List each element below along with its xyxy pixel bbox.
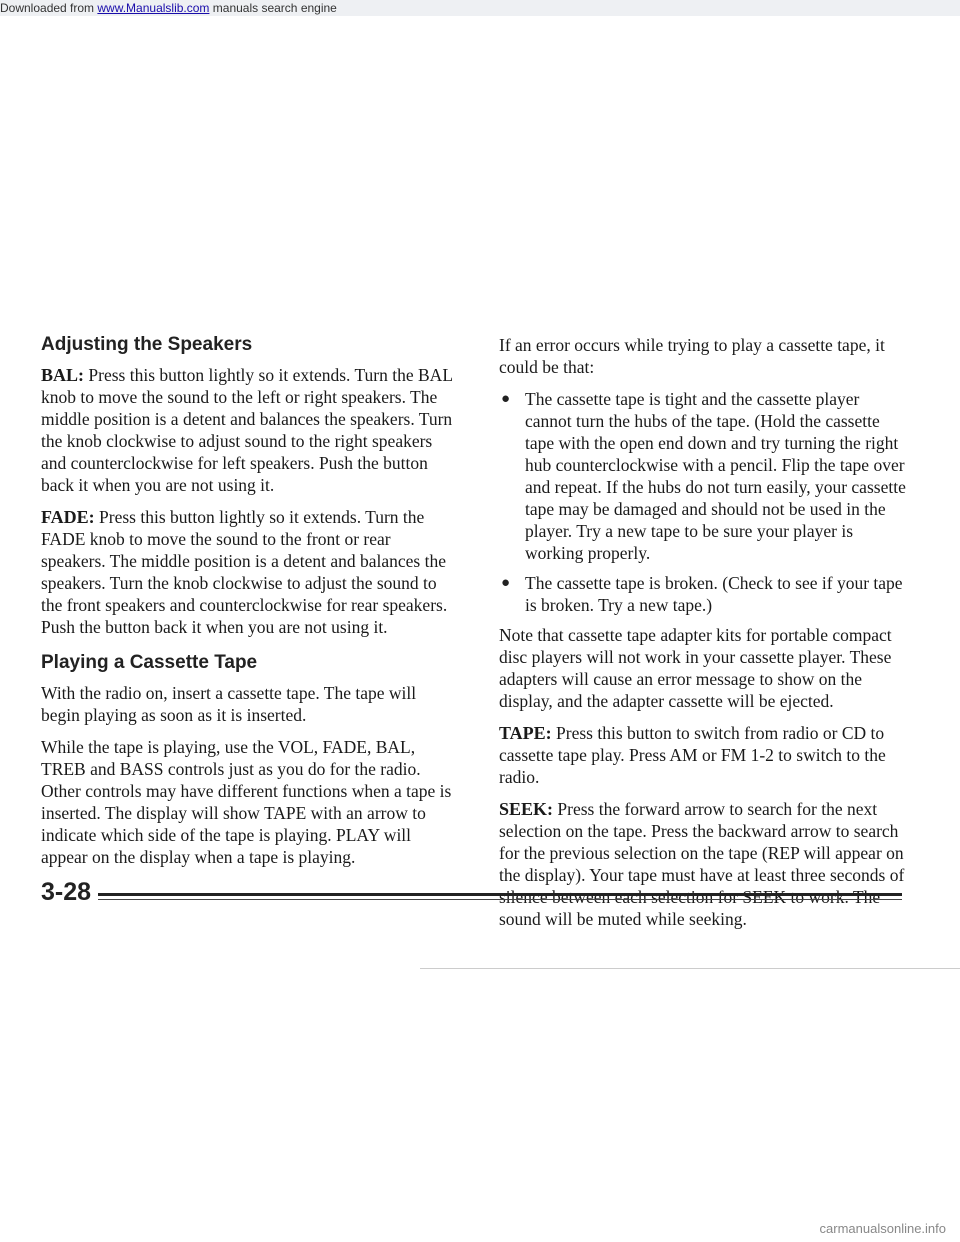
list-item: [499, 388, 909, 564]
bal-paragraph: [41, 364, 453, 496]
tape-term: TAPE:: [499, 723, 552, 743]
insert-paragraph: With the radio on, insert a cassette tape. The tape will begin playing as soon as it is inserted.: [41, 683, 417, 725]
fade-term: FADE:: [41, 507, 95, 527]
tape-text: Press this button to switch from radio or CD to cassette tape play. Press AM or FM 1-2 to switch to the radio.: [499, 723, 886, 787]
heading-adjusting-speakers: Adjusting the Speakers: [41, 334, 253, 355]
fade-paragraph: [41, 506, 453, 638]
seek-text: Press the forward arrow to search for the next selection on the tape. Press the backward arrow to search for the previous selection on the tape (REP will appear on the display). Your tape must have at least three seconds of silence between each selection for SEEK to work. The sound will be muted while seeking.: [499, 799, 905, 929]
banner-suffix: manuals search engine: [209, 1, 337, 15]
list-item-text: The cassette tape is tight and the cassette player cannot turn the hubs of the tape. (Hold the cassette tape with the open end down and try turning the right hub counterclockwise with a pencil. Flip the tape over and repeat. If the hubs do not turn easily, your cassette tape may be damaged and should not be used in the player. Try a new tape to be sure your player is working properly.: [525, 389, 906, 563]
list-item-text: The cassette tape is broken. (Check to see if your tape is broken. Try a new tape.): [525, 573, 903, 615]
heading-playing-cassette: Playing a Cassette Tape: [41, 652, 258, 673]
error-list: [499, 388, 909, 616]
error-intro: If an error occurs while trying to play a cassette tape, it could be that:: [499, 335, 885, 377]
site-watermark: carmanualsonline.info: [819, 1221, 946, 1236]
bullet-icon: ●: [501, 391, 511, 407]
fade-text: Press this button lightly so it extends. Turn the FADE knob to move the sound to the front or rear speakers. The middle position is a detent and balances the speakers. Turn the knob clockwise to adjust the sound to the front speakers and counterclockwise for rear speakers. Push the button back it when you are not using it.: [41, 507, 448, 637]
manualslib-link[interactable]: www.Manualslib.com: [97, 1, 210, 15]
bal-term: BAL:: [41, 365, 85, 385]
seek-paragraph: [499, 798, 909, 930]
seek-term: SEEK:: [499, 799, 554, 819]
list-item: [499, 572, 909, 616]
adapter-note: Note that cassette tape adapter kits for portable compact disc players will not work in your cassette player. These adapters will cause an error message to show on the display, and the adapter cassette will be ejected.: [499, 625, 892, 711]
page-number: 3-28: [41, 878, 92, 906]
tape-paragraph: [499, 722, 909, 788]
left-column: [41, 334, 453, 878]
scan-line: [420, 968, 960, 969]
download-banner: [0, 0, 960, 16]
footer-rule: [98, 893, 902, 900]
banner-prefix: Downloaded from: [0, 1, 98, 15]
right-column: [499, 334, 909, 940]
bal-text: Press this button lightly so it extends. Turn the BAL knob to move the sound to the left or right speakers. The middle position is a detent and balances the speakers. Turn the knob clockwise to adjust sound to the right speakers and counterclockwise for left speakers. Push the button back it when you are not using it.: [41, 365, 453, 495]
playing-paragraph: While the tape is playing, use the VOL, FADE, BAL, TREB and BASS controls just as you do for the radio. Other controls may have different functions when a tape is inserted. The display will show TAPE with an arrow to indicate which side of the tape is playing. PLAY will appear on the display when a tape is playing.: [41, 737, 452, 867]
bullet-icon: ●: [501, 575, 511, 591]
